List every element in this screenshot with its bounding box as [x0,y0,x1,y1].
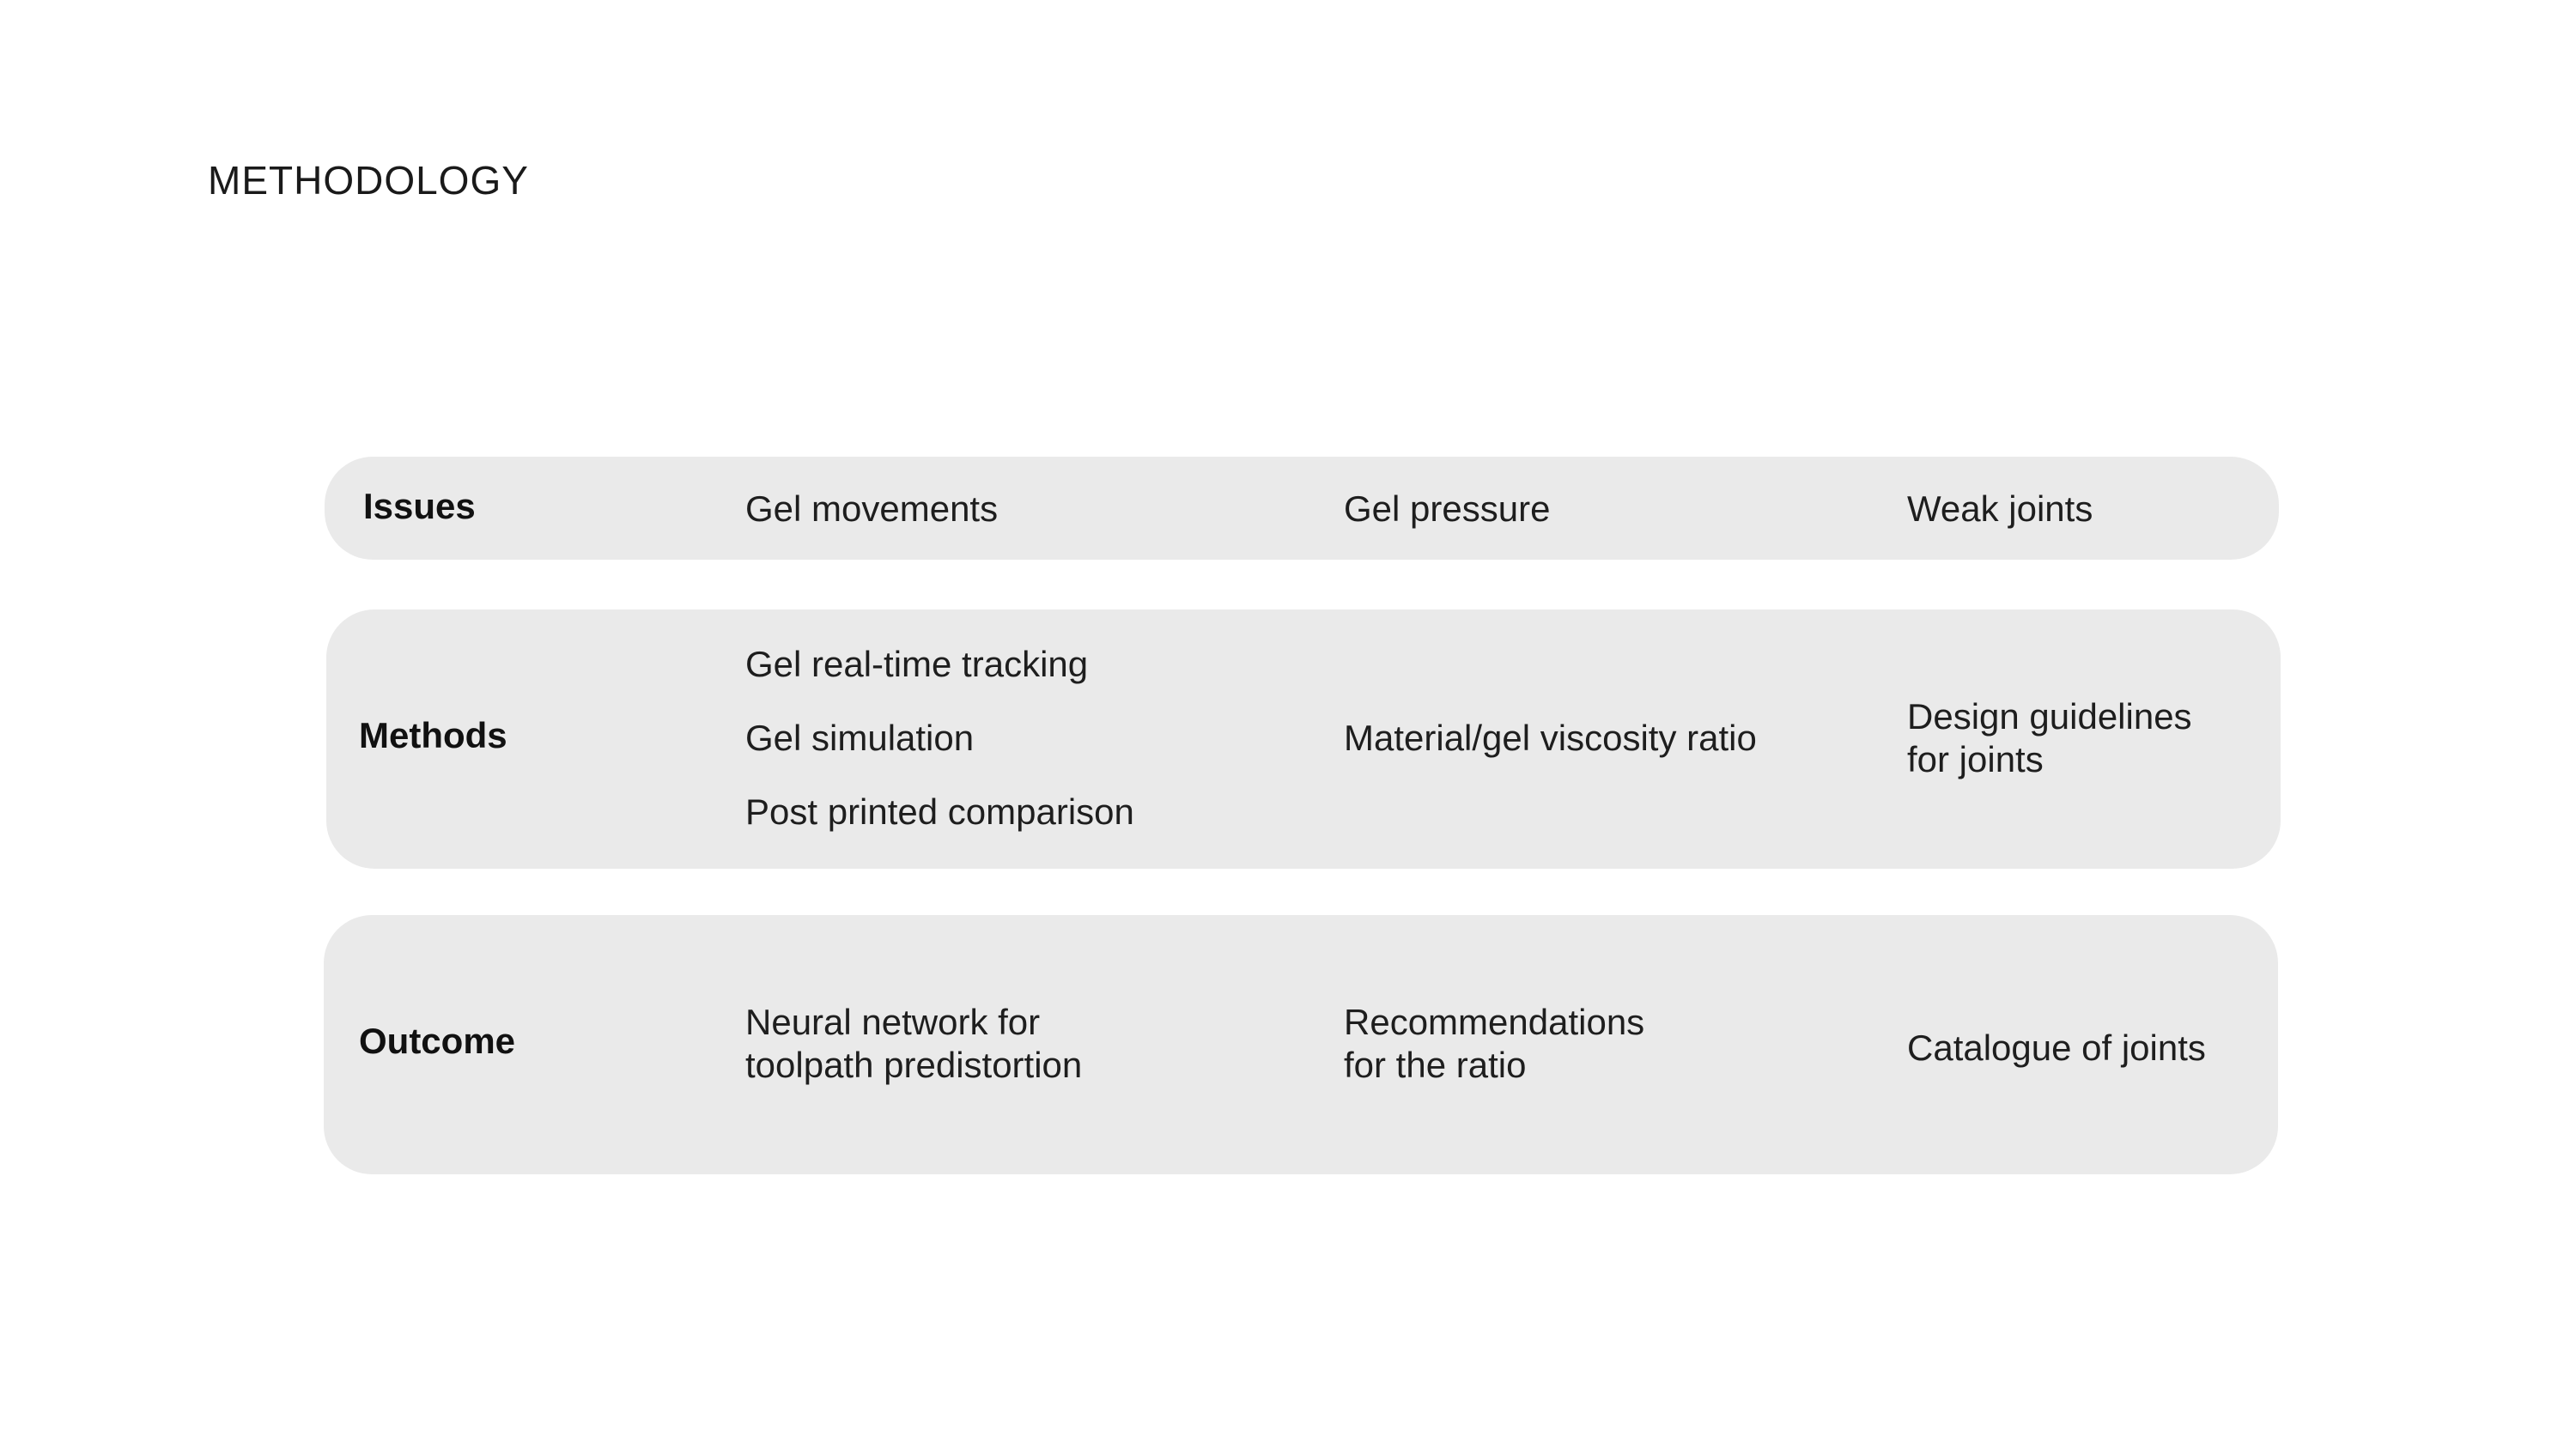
method-design-guidelines-line-2: for joints [1907,739,2044,779]
outcome-recommendations [1344,1001,1644,1087]
outcome-label: Outcome [359,1021,516,1061]
method-design-guidelines [1907,695,2192,781]
method-viscosity-ratio: Material/gel viscosity ratio [1344,718,1757,758]
issue-weak-joints: Weak joints [1907,488,2093,529]
outcome-recommendations-line-1: Recommendations [1344,1002,1645,1042]
methods-label: Methods [359,715,507,755]
issue-gel-pressure: Gel pressure [1344,488,1551,529]
method-gel-tracking: Gel real-time tracking [745,644,1089,684]
method-post-printed-comparison: Post printed comparison [745,791,1134,832]
outcome-recommendations-line-2: for the ratio [1344,1045,1527,1085]
issue-gel-movements: Gel movements [745,488,999,529]
issues-label: Issues [363,486,476,526]
page-title: METHODOLOGY [208,158,529,203]
outcome-catalogue-of-joints: Catalogue of joints [1907,1028,2206,1068]
method-gel-simulation: Gel simulation [745,718,975,758]
method-design-guidelines-line-1: Design guidelines [1907,696,2192,737]
outcome-neural-network-line-2: toolpath predistortion [745,1045,1083,1085]
outcome-neural-network-line-1: Neural network for [745,1002,1041,1042]
outcome-neural-network [745,1001,1082,1087]
